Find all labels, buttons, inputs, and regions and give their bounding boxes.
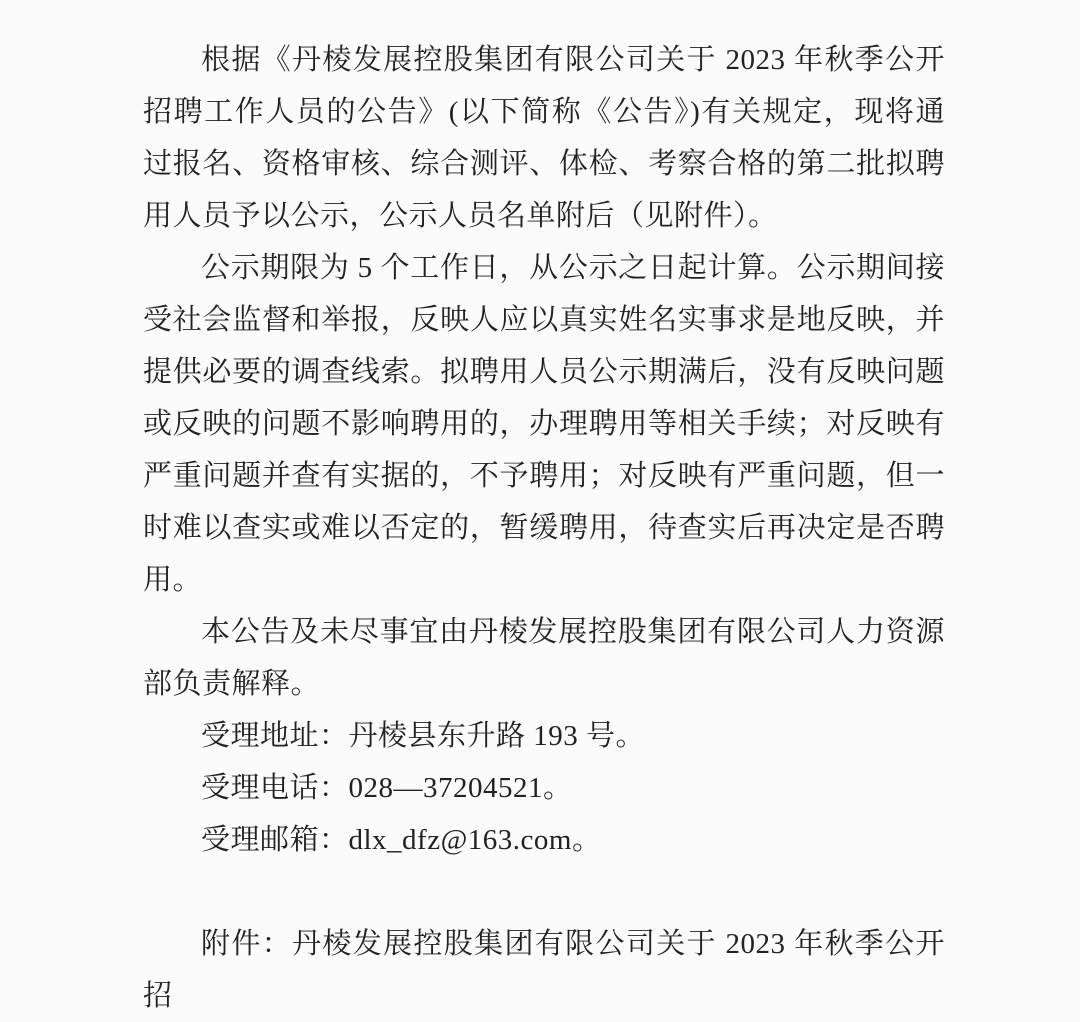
contact-address-line: 受理地址：丹棱县东升路 193 号。	[201, 720, 646, 752]
paragraph-publicity-period: 公示期限为 5 个工作日，从公示之日起计算。公示期间接受社会监督和举报，反映人应以真实姓名实事求是地反映，并提供必要的调查线索。拟聘用人员公示期满后，没有反映问题或反映的问题不影响聘用的，办理聘用等相关手续；对反映有严重问题并查有实据的，不予聘用；对反映有严重问题，但一时难以查实或难以否定的，暂缓聘用，待查实后再决定是否聘用。	[143, 252, 945, 596]
paragraph-intro: 根据《丹棱发展控股集团有限公司关于 2023 年秋季公开招聘工作人员的公告》(以下简称《公告》)有关规定，现将通过报名、资格审核、综合测评、体检、考察合格的第二批拟聘用人员予以公示，公示人员名单附后（见附件）。	[143, 44, 945, 232]
attachment-reference-line: 附件：丹棱发展控股集团有限公司关于 2023 年秋季公开招	[143, 928, 945, 1012]
paragraph-interpretation: 本公告及未尽事宜由丹棱发展控股集团有限公司人力资源部负责解释。	[143, 616, 945, 700]
document-page	[143, 34, 945, 1022]
contact-email-line: 受理邮箱：dlx_dfz@163.com。	[201, 824, 602, 856]
contact-phone-line: 受理电话：028—37204521。	[201, 772, 573, 804]
